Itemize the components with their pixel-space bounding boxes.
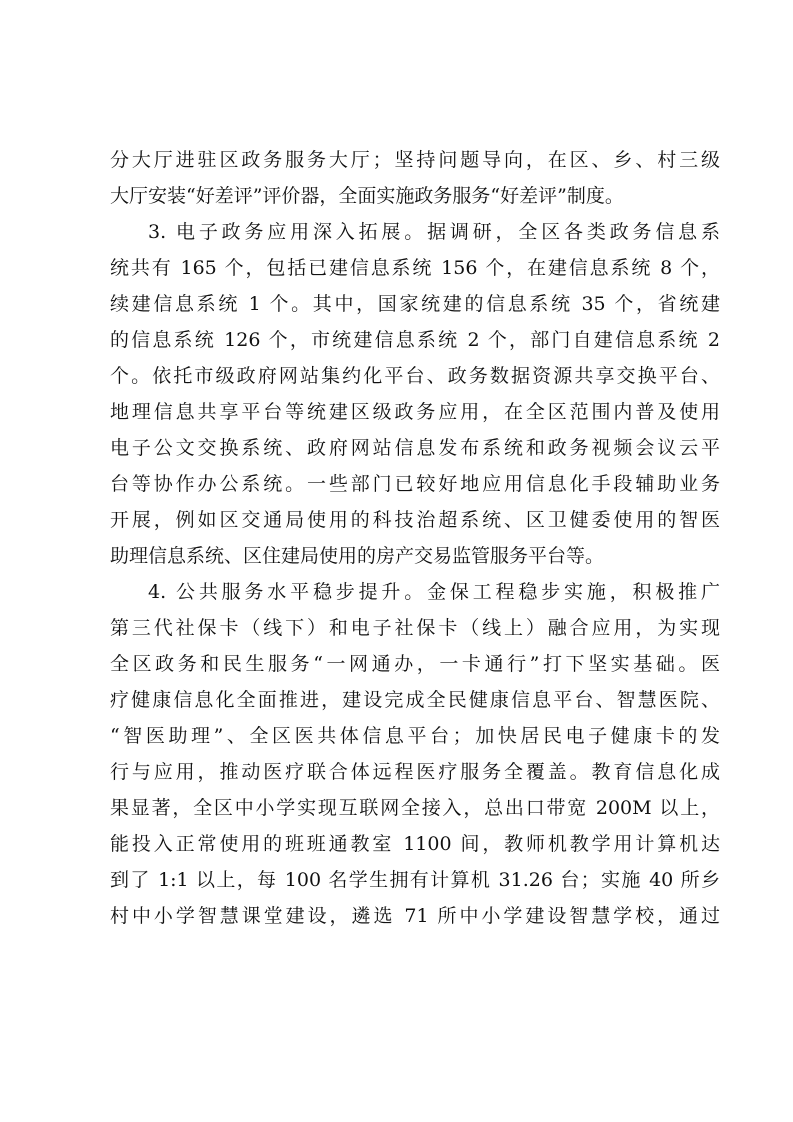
text-line: 统共有 165 个，包括已建信息系统 156 个，在建信息系统 8 个， <box>110 257 720 279</box>
text-line: 到了 1:1 以上，每 100 名学生拥有计算机 31.26 台；实施 40 所乡 <box>110 869 720 891</box>
text-line: 大厅安装“好差评”评价器，全面实施政务服务“好差评”制度。 <box>110 185 624 207</box>
text-line: 台等协作办公系统。一些部门已较好地应用信息化手段辅助业务 <box>110 473 720 495</box>
text-line: 第三代社保卡（线下）和电子社保卡（线上）融合应用，为实现 <box>110 617 720 639</box>
text-line: 个。依托市级政府网站集约化平台、政务数据资源共享交换平台、 <box>110 365 720 387</box>
text-line: “智医助理”、全区医共体信息平台；加快居民电子健康卡的发 <box>110 725 720 747</box>
text-line: 续建信息系统 1 个。其中，国家统建的信息系统 35 个，省统建 <box>110 293 720 315</box>
section-heading-line: 4. 公共服务水平稳步提升。金保工程稳步实施，积极推广 <box>148 581 720 603</box>
document-body <box>110 142 720 934</box>
text-line: 的信息系统 126 个，市统建信息系统 2 个，部门自建信息系统 2 <box>110 329 720 351</box>
text-line: 村中小学智慧课堂建设，遴选 71 所中小学建设智慧学校，通过 <box>110 905 720 927</box>
text-line: 果显著，全区中小学实现互联网全接入，总出口带宽 200M 以上， <box>110 797 720 819</box>
text-line: 开展，例如区交通局使用的科技治超系统、区卫健委使用的智医 <box>110 509 720 531</box>
text-line: 助理信息系统、区住建局使用的房产交易监管服务平台等。 <box>110 545 605 567</box>
section-heading-line: 3. 电子政务应用深入拓展。据调研，全区各类政务信息系 <box>148 221 720 243</box>
text-line: 电子公文交换系统、政府网站信息发布系统和政务视频会议云平 <box>110 437 720 459</box>
text-line: 全区政务和民生服务“一网通办，一卡通行”打下坚实基础。医 <box>110 653 720 675</box>
text-line: 分大厅进驻区政务服务大厅；坚持问题导向，在区、乡、村三级 <box>110 149 720 171</box>
text-line: 地理信息共享平台等统建区级政务应用，在全区范围内普及使用 <box>110 401 720 423</box>
text-line: 能投入正常使用的班班通教室 1100 间，教师机教学用计算机达 <box>110 833 720 855</box>
text-line: 疗健康信息化全面推进，建设完成全民健康信息平台、智慧医院、 <box>110 689 720 711</box>
text-line: 行与应用，推动医疗联合体远程医疗服务全覆盖。教育信息化成 <box>110 761 720 783</box>
